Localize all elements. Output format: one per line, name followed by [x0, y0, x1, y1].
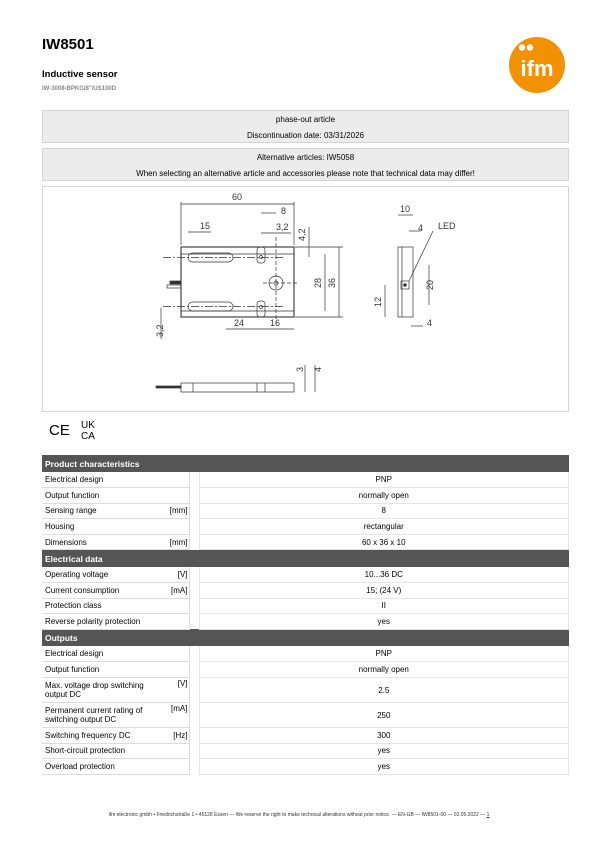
table-row — [42, 472, 569, 488]
phaseout-line2: Discontinuation date: 03/31/2026 — [247, 131, 364, 140]
product-subtitle: Inductive sensor — [42, 69, 118, 80]
table-row — [42, 646, 569, 662]
table-row — [42, 583, 569, 599]
alternative-notice — [42, 148, 569, 181]
row-label: Output function — [42, 662, 162, 678]
logo-text: ifm — [520, 56, 554, 81]
row-value: 300 — [199, 728, 569, 744]
row-label: Housing — [42, 519, 162, 535]
dim-4a: 4 — [418, 223, 424, 233]
row-unit — [162, 598, 189, 614]
row-value: normally open — [199, 488, 569, 504]
row-label: Max. voltage drop switching output DC — [42, 678, 162, 703]
dim-28: 28 — [313, 277, 323, 288]
svg-text:UK: UK — [81, 420, 95, 431]
row-label: Current consumption — [42, 583, 162, 599]
ifm-logo — [508, 36, 566, 94]
spec-table — [42, 455, 569, 775]
phaseout-notice — [42, 110, 569, 143]
row-value: 15; (24 V) — [199, 583, 569, 599]
dim-10: 10 — [400, 204, 411, 214]
section-header — [42, 455, 569, 472]
table-row — [42, 743, 569, 759]
row-unit — [162, 662, 189, 678]
row-label: Electrical design — [42, 646, 162, 662]
row-label: Permanent current rating of switching output DC — [42, 703, 162, 728]
row-unit: [mm] — [162, 534, 189, 550]
row-unit — [162, 646, 189, 662]
alternative-line2: When selecting an alternative article and accessories please note that technical data may differ! — [136, 169, 475, 178]
dim-4c: 4 — [313, 366, 323, 372]
row-unit: [V] — [162, 678, 189, 703]
dim-4-2: 4,2 — [297, 228, 307, 241]
row-value: II — [199, 598, 569, 614]
dim-16: 16 — [270, 318, 281, 328]
table-row — [42, 503, 569, 519]
dim-3: 3 — [295, 366, 305, 372]
row-label: Overload protection — [42, 759, 162, 775]
row-value: 10...36 DC — [199, 567, 569, 583]
row-unit — [162, 519, 189, 535]
row-unit: [V] — [162, 567, 189, 583]
alternative-line1: Alternative articles: IW5058 — [256, 153, 355, 162]
table-row — [42, 488, 569, 504]
dim-3-2b: 3,2 — [155, 324, 165, 337]
table-row — [42, 703, 569, 728]
certification-marks — [47, 417, 107, 441]
table-row — [42, 662, 569, 678]
row-unit: [mm] — [162, 503, 189, 519]
section-header — [42, 550, 569, 567]
row-value: rectangular — [199, 519, 569, 535]
ce-mark: CE — [49, 422, 70, 439]
dim-4b: 4 — [427, 318, 433, 328]
dim-15: 15 — [200, 221, 211, 231]
row-unit: [mA] — [162, 703, 189, 728]
ukca-mark — [81, 420, 95, 441]
table-row — [42, 534, 569, 550]
row-value: PNP — [199, 646, 569, 662]
row-label: Sensing range — [42, 503, 162, 519]
row-label: Output function — [42, 488, 162, 504]
row-value: yes — [199, 759, 569, 775]
table-row — [42, 519, 569, 535]
table-row — [42, 567, 569, 583]
page-title: IW8501 — [42, 36, 94, 53]
row-value: 60 x 36 x 10 — [199, 534, 569, 550]
row-value: yes — [199, 743, 569, 759]
row-value: PNP — [199, 472, 569, 488]
row-value: 8 — [199, 503, 569, 519]
row-label: Dimensions — [42, 534, 162, 550]
led-label: LED — [438, 221, 456, 231]
dimension-drawing — [42, 186, 569, 412]
row-unit: [Hz] — [162, 728, 189, 744]
row-unit: [mA] — [162, 583, 189, 599]
row-unit — [162, 759, 189, 775]
row-label: Short-circuit protection — [42, 743, 162, 759]
dim-12: 12 — [373, 296, 383, 307]
row-label: Reverse polarity protection — [42, 614, 162, 630]
row-value: 2.5 — [199, 678, 569, 703]
row-value: 250 — [199, 703, 569, 728]
section-title-product: Product characteristics — [42, 455, 569, 472]
dim-36: 36 — [327, 277, 337, 288]
svg-text:CA: CA — [81, 431, 95, 441]
dim-20: 20 — [425, 279, 435, 290]
row-label: Operating voltage — [42, 567, 162, 583]
section-header — [42, 629, 569, 646]
row-value: yes — [199, 614, 569, 630]
table-row — [42, 759, 569, 775]
row-label: Protection class — [42, 598, 162, 614]
row-label: Switching frequency DC — [42, 728, 162, 744]
row-unit — [162, 472, 189, 488]
phaseout-line1: phase-out article — [275, 115, 336, 124]
row-value: normally open — [199, 662, 569, 678]
row-unit — [162, 488, 189, 504]
page-footer — [0, 812, 598, 818]
section-title-outputs: Outputs — [42, 629, 569, 646]
table-row — [42, 598, 569, 614]
dim-24: 24 — [234, 318, 245, 328]
article-code: IW-3008-BPKG/8"/US100D — [42, 86, 117, 92]
row-label: Electrical design — [42, 472, 162, 488]
page-number-link[interactable]: 1 — [486, 812, 490, 818]
table-row — [42, 678, 569, 703]
dim-8: 8 — [281, 206, 287, 216]
dim-3-2a: 3,2 — [276, 222, 289, 232]
dim-60: 60 — [232, 192, 243, 202]
row-unit — [162, 743, 189, 759]
section-title-electrical: Electrical data — [42, 550, 569, 567]
table-row — [42, 614, 569, 630]
row-unit — [162, 614, 189, 630]
table-row — [42, 728, 569, 744]
footer-text: ifm electronic gmbh • Friedrichstraße 1 • 45128 Essen — We reserve the right to make technical alterations without prior notice. — EN-GB — IW8501-00 — 02.05.2022 — — [108, 812, 487, 818]
